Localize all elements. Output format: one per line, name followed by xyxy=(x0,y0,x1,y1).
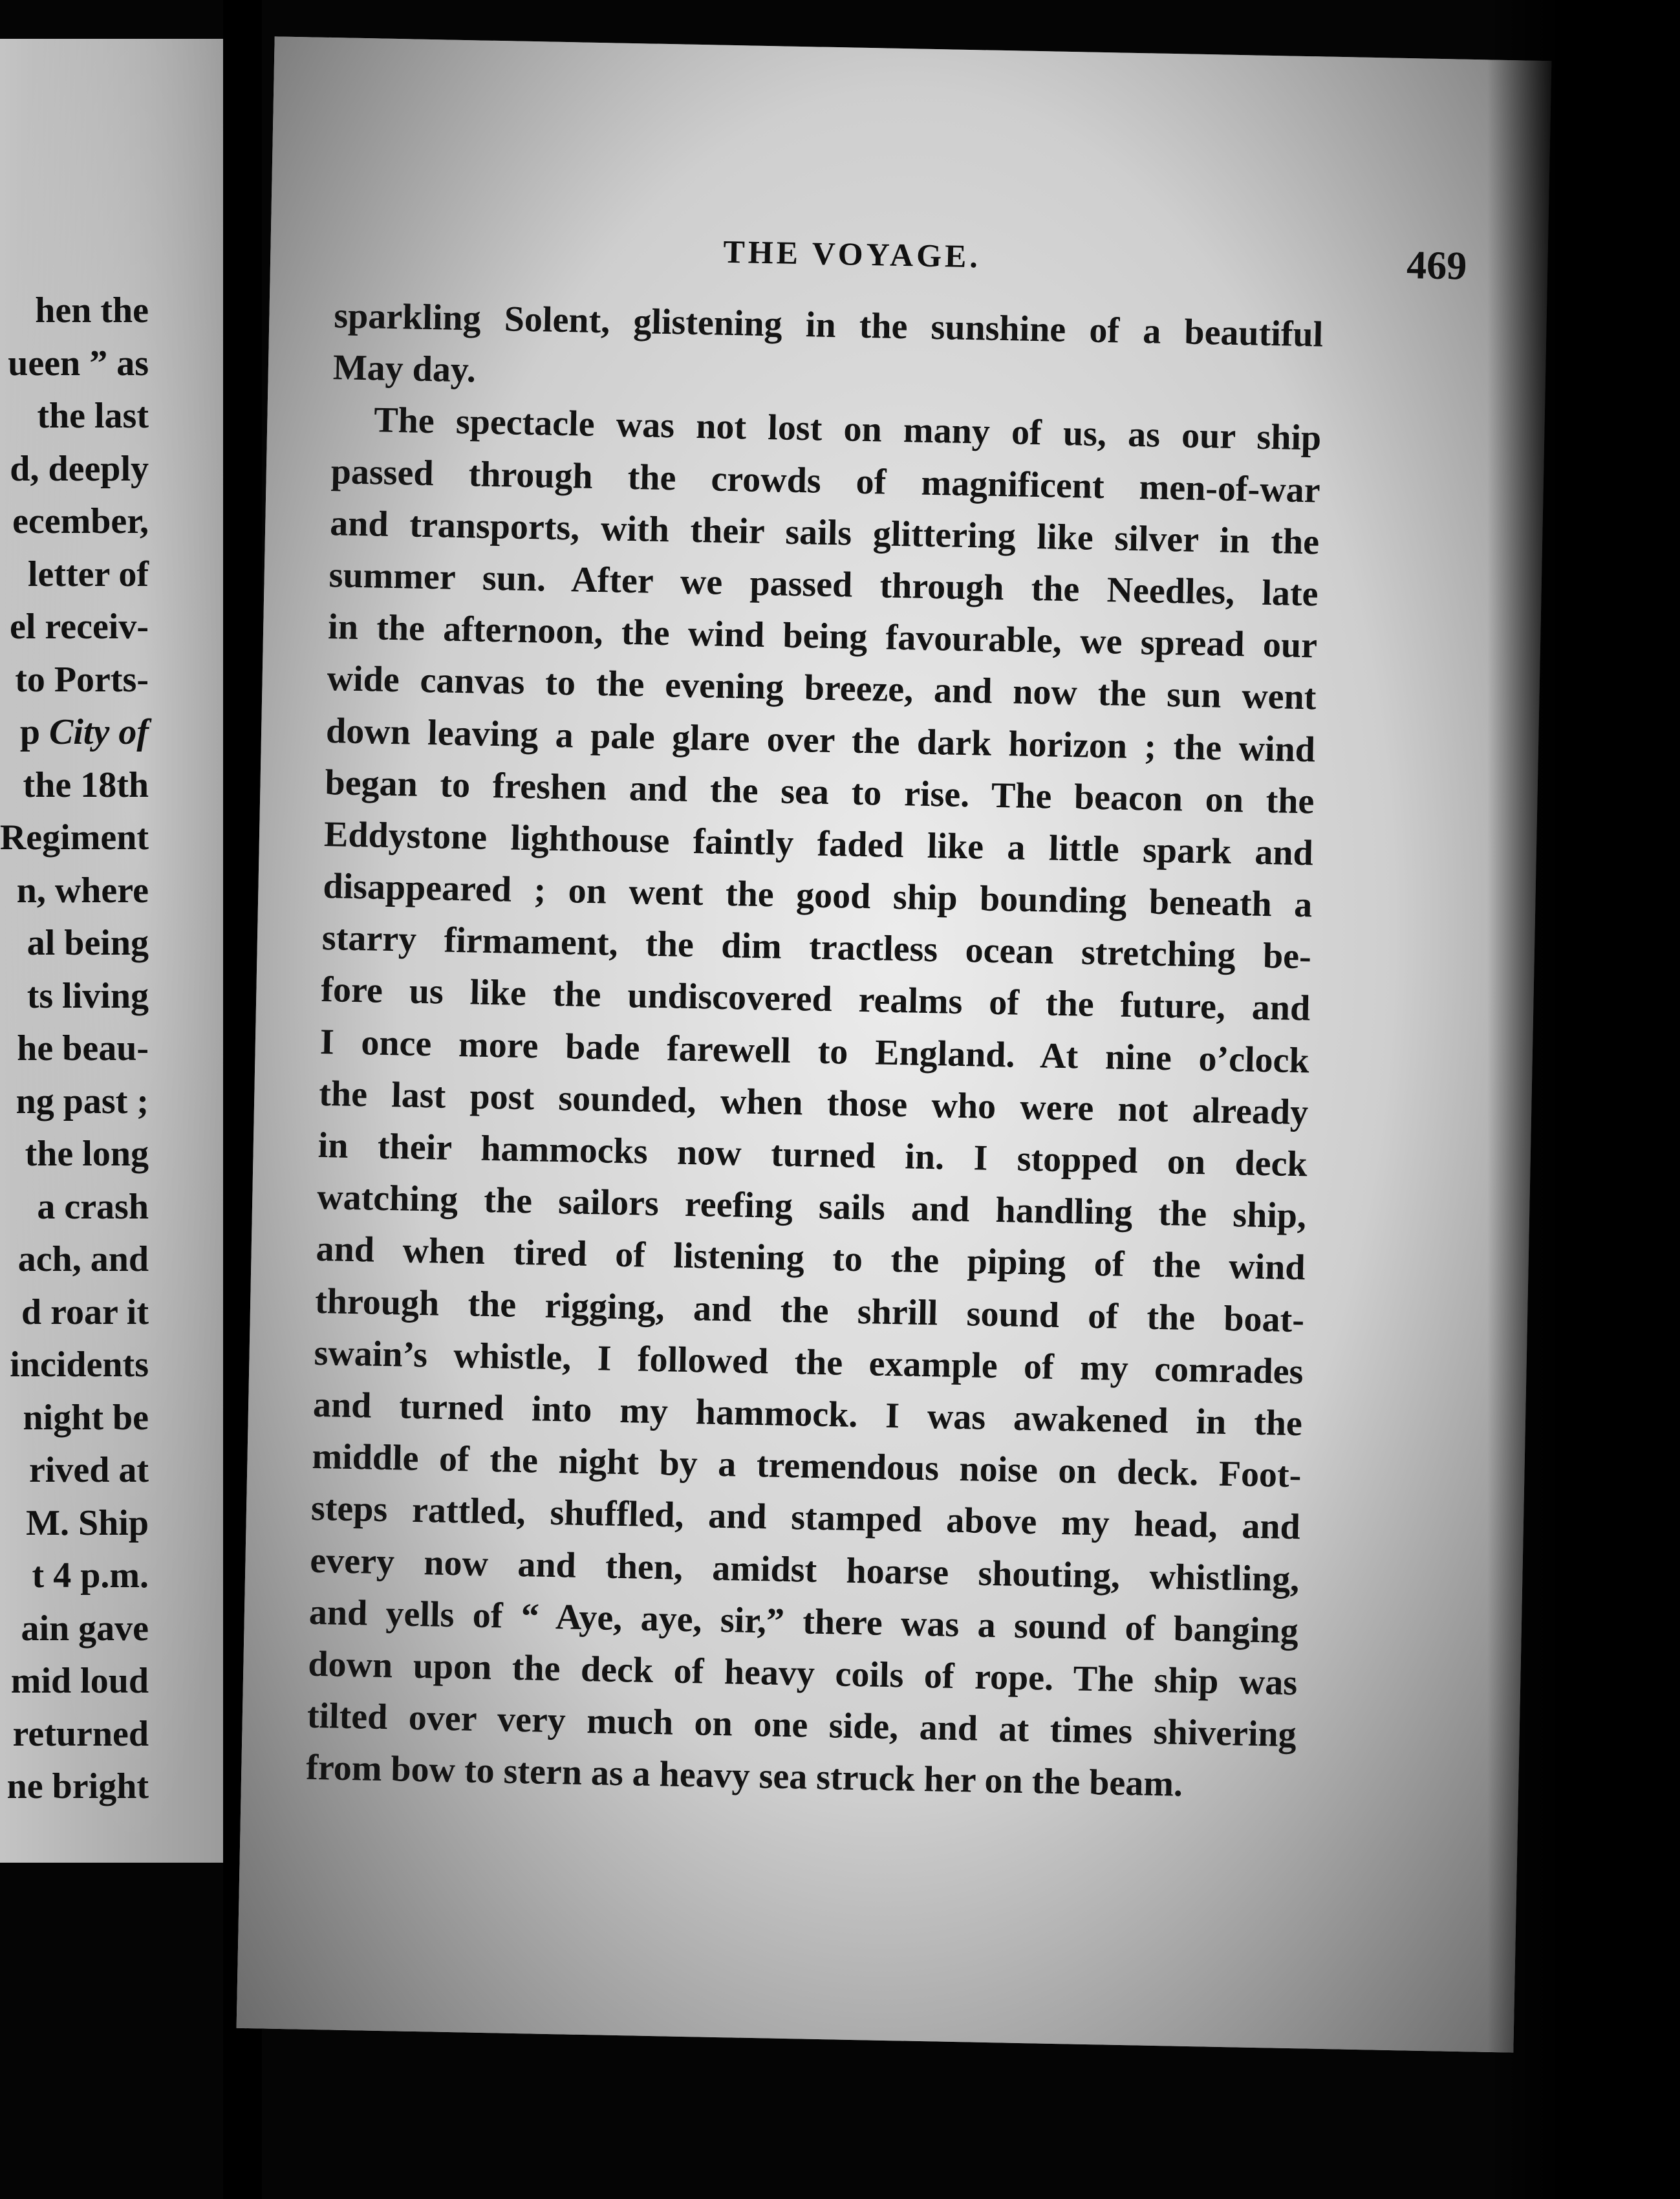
text-line: fore us like the undiscovered realms of the future, and xyxy=(320,970,1311,1029)
left-page-line: night be xyxy=(23,1397,149,1438)
left-page-line: p City of xyxy=(19,712,149,752)
main-page xyxy=(237,36,1552,2052)
left-page-line: n, where xyxy=(16,870,149,911)
text-line: in the afternoon, the wind being favourable, we spread our xyxy=(327,607,1318,666)
ship-name-italic: City of xyxy=(49,712,149,752)
left-page-line: t 4 p.m. xyxy=(32,1555,149,1596)
left-page-line: returned xyxy=(12,1713,149,1754)
text-line: disappeared ; on went the good ship bounding beneath a xyxy=(322,866,1313,926)
running-title: THE VOYAGE. xyxy=(722,233,982,275)
text-line: began to freshen and the sea to rise. The beacon on the xyxy=(325,762,1315,822)
text-line: down leaving a pale glare over the dark horizon ; the wind xyxy=(325,710,1316,770)
left-page-line: el receiv- xyxy=(9,607,149,647)
text-line: the last post sounded, when those who were not already xyxy=(318,1073,1309,1133)
text-line: Eddystone lighthouse faintly faded like a little spark and xyxy=(323,814,1314,874)
text-line: May day. xyxy=(332,347,477,391)
text-line: middle of the night by a tremendous noise on deck. Foot- xyxy=(312,1436,1302,1496)
text-line: and turned into my hammock. I was awakened in the xyxy=(312,1384,1303,1444)
left-page-line: ecember, xyxy=(12,501,149,541)
left-page-line: M. Ship xyxy=(26,1502,149,1543)
text-line: summer sun. After we passed through the Needles, late xyxy=(328,555,1319,614)
left-page-line: incidents xyxy=(10,1345,149,1385)
left-page-fragment xyxy=(0,39,223,1863)
left-page-line: letter of xyxy=(27,554,149,594)
text-line: through the rigging, and the shrill sound of the boat- xyxy=(314,1281,1305,1340)
text-line: and when tired of listening to the piping of the wind xyxy=(316,1229,1306,1288)
left-page-line: Regiment xyxy=(0,818,149,858)
left-page-line: rived at xyxy=(28,1450,149,1490)
text-line: and yells of “ Aye, aye, sir,” there was a sound of banging xyxy=(308,1592,1299,1651)
text-line: down upon the deck of heavy coils of rope. The ship was xyxy=(307,1643,1298,1704)
text-line: every now and then, amidst hoarse shouting, whistling, xyxy=(309,1540,1300,1599)
text-line: and transports, with their sails glittering like silver in the xyxy=(329,503,1320,563)
left-page-line: d roar it xyxy=(21,1292,149,1332)
text-line: starry firmament, the dim tractless ocean stretching be- xyxy=(321,918,1312,977)
text-line: tilted over very much on one side, and at times shivering xyxy=(307,1695,1297,1755)
text-line: in their hammocks now turned in. I stopped on deck xyxy=(318,1125,1308,1185)
left-page-line: al being xyxy=(27,923,149,963)
text-line: steps rattled, shuffled, and stamped above my head, and xyxy=(310,1488,1301,1548)
left-page-line: ueen ” as xyxy=(8,343,149,384)
left-page-line: a crash xyxy=(37,1186,149,1227)
left-page-line: mid loud xyxy=(10,1661,149,1701)
text-line: watching the sailors reefing sails and handling the ship, xyxy=(316,1177,1307,1237)
left-page-line: d, deeply xyxy=(10,448,149,489)
left-page-line: ng past ; xyxy=(16,1081,149,1121)
running-head xyxy=(270,224,1548,294)
left-page-line: hen the xyxy=(35,290,149,330)
text-line: I once more bade farewell to England. At nine o’clock xyxy=(319,1021,1310,1081)
body-text xyxy=(306,290,1324,1812)
page-number: 469 xyxy=(1406,243,1467,288)
text-line: swain’s whistle, I followed the example of my comrades xyxy=(314,1332,1304,1392)
text-line: passed through the crowds of magnificent men-of-war xyxy=(330,451,1321,511)
left-page-text xyxy=(0,285,149,1814)
left-page-line: ne bright xyxy=(6,1766,149,1806)
text-line: from bow to stern as a heavy sea struck her on the beam. xyxy=(305,1748,1183,1805)
left-page-line: ach, and xyxy=(17,1239,149,1279)
left-page-line: ain gave xyxy=(21,1608,149,1649)
left-page-line: the last xyxy=(37,396,149,436)
left-page-line: ts living xyxy=(27,975,149,1016)
left-page-line: he beau- xyxy=(17,1028,149,1068)
left-page-line: to Ports- xyxy=(15,659,149,700)
text-line: The spectacle was not lost on many of us, as our ship xyxy=(373,400,1322,459)
left-page-line: the 18th xyxy=(23,764,149,805)
text-line: sparkling Solent, glistening in the sunshine of a beautiful xyxy=(333,296,1324,355)
text-line: wide canvas to the evening breeze, and now the sun went xyxy=(327,658,1317,718)
left-page-line: the long xyxy=(25,1134,149,1174)
